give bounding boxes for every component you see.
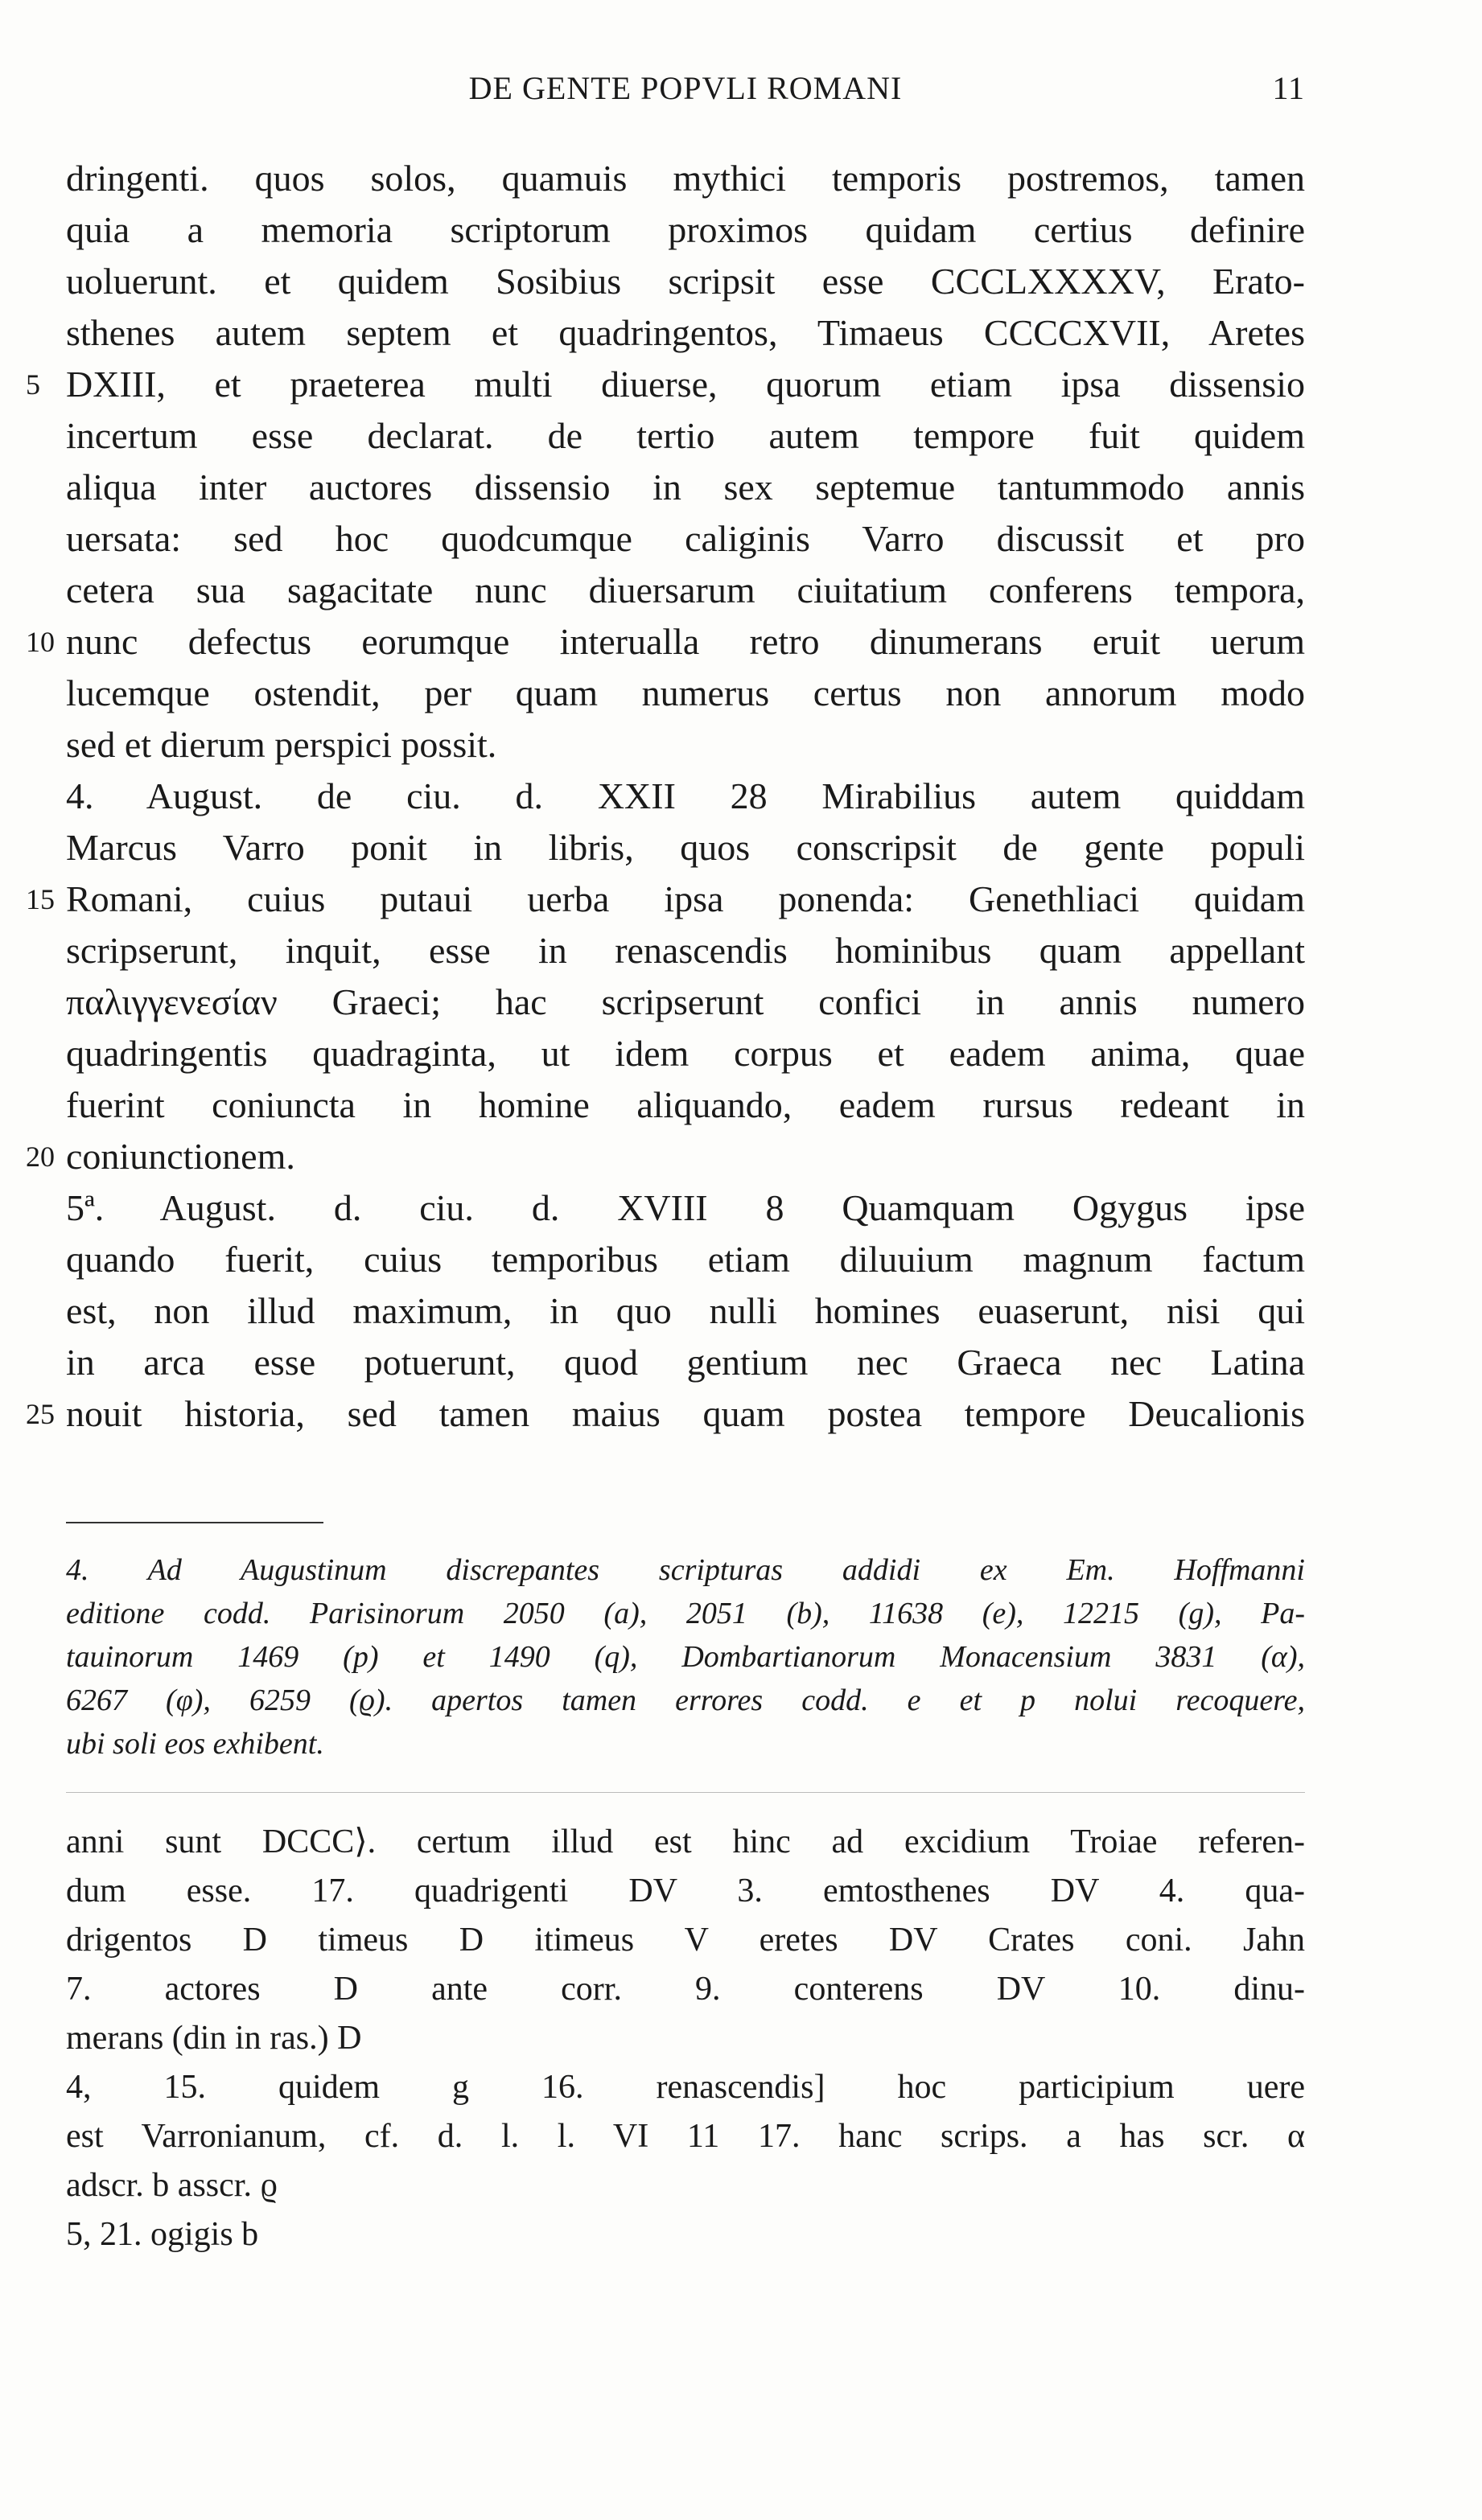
text-line — [66, 307, 1305, 359]
line-text: quadringentis quadraginta, ut idem corpus et eadem anima, quae — [66, 1033, 1305, 1074]
apparatus-line: est Varronianum, cf. d. l. l. VI 11 17. hanc scrips. a has scr. α — [66, 2118, 1305, 2155]
text-line — [66, 1285, 1305, 1337]
line-number: 10 — [26, 626, 55, 658]
text-line — [66, 1182, 1305, 1234]
main-text — [26, 153, 1305, 1440]
line-text: scripserunt, inquit, esse in renascendis hominibus quam appellant — [66, 930, 1305, 971]
line-text: nunc defectus eorumque interualla retro dinumerans eruit uerum — [66, 621, 1305, 662]
apparatus-rule — [66, 1792, 1305, 1793]
line-text: dringenti. quos solos, quamuis mythici temporis postremos, tamen — [66, 158, 1305, 199]
line-text: sthenes autem septem et quadringentos, Timaeus CCCCXVII, Aretes — [66, 312, 1305, 353]
text-line — [66, 668, 1305, 719]
line-number: 15 — [26, 883, 55, 915]
footnote-block — [66, 1548, 1305, 1766]
text-line — [26, 1131, 1305, 1182]
text-line — [66, 719, 1305, 771]
text-line — [66, 771, 1305, 822]
apparatus-line: 5, 21. ogigis b — [66, 2216, 259, 2253]
line-text: est, non illud maximum, in quo nulli homines euaserunt, nisi qui — [66, 1290, 1305, 1331]
text-line — [66, 513, 1305, 565]
text-line — [66, 462, 1305, 513]
line-text: Romani, cuius putaui uerba ipsa ponenda: Genethliaci quidam — [66, 878, 1305, 919]
text-line — [66, 1234, 1305, 1285]
line-text: uoluerunt. et quidem Sosibius scripsit esse CCCLXXXXV, Erato- — [66, 261, 1305, 302]
line-text: sed et dierum perspici possit. — [66, 724, 497, 765]
critical-apparatus — [66, 1818, 1305, 2259]
text-line — [26, 359, 1305, 410]
line-number: 5 — [26, 368, 40, 401]
text-line — [66, 410, 1305, 462]
page-number: 11 — [1272, 70, 1305, 106]
apparatus-line: drigentos D timeus D itimeus V eretes DV Crates coni. Jahn — [66, 1922, 1305, 1959]
text-line — [26, 1388, 1305, 1440]
text-line — [66, 822, 1305, 874]
footnote-line: editione codd. Parisinorum 2050 (a), 2051 (b), 11638 (e), 12215 (g), Pa- — [66, 1597, 1305, 1630]
line-text: 4. August. de ciu. d. XXII 28 Mirabilius autem quiddam — [66, 775, 1305, 816]
line-text: Marcus Varro ponit in libris, quos conscripsit de gente populi — [66, 827, 1305, 868]
footnote-line: 6267 (φ), 6259 (ϱ). apertos tamen errores codd. e et p nolui recoquere, — [66, 1683, 1305, 1717]
footnote-rule — [66, 1522, 323, 1523]
line-number: 25 — [26, 1398, 55, 1430]
text-line — [66, 1079, 1305, 1131]
line-text: in arca esse potuerunt, quod gentium nec Graeca nec Latina — [66, 1342, 1305, 1383]
footnote-line: ubi soli eos exhibent. — [66, 1727, 324, 1761]
apparatus-line: anni sunt DCCC⟩. certum illud est hinc ad excidium Troiae referen- — [66, 1823, 1305, 1860]
line-text: quando fuerit, cuius temporibus etiam diluuium magnum factum — [66, 1239, 1305, 1280]
line-text: uersata: sed hoc quodcumque caliginis Varro discussit et pro — [66, 518, 1305, 559]
line-text: DXIII, et praeterea multi diuerse, quorum etiam ipsa dissensio — [66, 364, 1305, 405]
text-line — [26, 874, 1305, 925]
apparatus-line: dum esse. 17. quadrigenti DV 3. emtosthenes DV 4. qua- — [66, 1873, 1305, 1910]
line-text: quia a memoria scriptorum proximos quidam certius definire — [66, 209, 1305, 250]
line-text: lucemque ostendit, per quam numerus certus non annorum modo — [66, 672, 1305, 713]
footnote-line: tauinorum 1469 (p) et 1490 (q), Dombartianorum Monacensium 3831 (α), — [66, 1640, 1305, 1674]
line-text: aliqua inter auctores dissensio in sex septemue tantummodo annis — [66, 467, 1305, 508]
line-text: παλιγγενεσίαν Graeci; hac scripserunt confici in annis numero — [66, 981, 1305, 1022]
line-number: 20 — [26, 1141, 55, 1173]
text-line — [66, 256, 1305, 307]
line-text: coniunctionem. — [66, 1136, 295, 1177]
running-header — [66, 69, 1305, 117]
footnote-line: 4. Ad Augustinum discrepantes scripturas addidi ex Em. Hoffmanni — [66, 1553, 1305, 1587]
line-text: 5ª. August. d. ciu. d. XVIII 8 Quamquam Ogygus ipse — [66, 1187, 1305, 1228]
apparatus-line: merans (din in ras.) D — [66, 2020, 362, 2057]
line-text: cetera sua sagacitate nunc diuersarum ciuitatium conferens tempora, — [66, 569, 1305, 610]
text-line — [66, 925, 1305, 976]
text-line — [66, 976, 1305, 1028]
line-text: fuerint coniuncta in homine aliquando, eadem rursus redeant in — [66, 1084, 1305, 1125]
text-line — [26, 616, 1305, 668]
text-line — [66, 204, 1305, 256]
line-text: incertum esse declarat. de tertio autem tempore fuit quidem — [66, 415, 1305, 456]
line-text: nouit historia, sed tamen maius quam postea tempore Deucalionis — [66, 1393, 1305, 1434]
apparatus-line: 7. actores D ante corr. 9. conterens DV 10. dinu- — [66, 1971, 1305, 2008]
apparatus-line: adscr. b asscr. ϱ — [66, 2167, 278, 2204]
text-line — [66, 1028, 1305, 1079]
text-line — [66, 565, 1305, 616]
apparatus-line: 4, 15. quidem g 16. renascendis] hoc participium uere — [66, 2069, 1305, 2106]
text-line — [66, 1337, 1305, 1388]
running-title: DE GENTE POPVLI ROMANI — [468, 70, 903, 106]
text-line — [66, 153, 1305, 204]
